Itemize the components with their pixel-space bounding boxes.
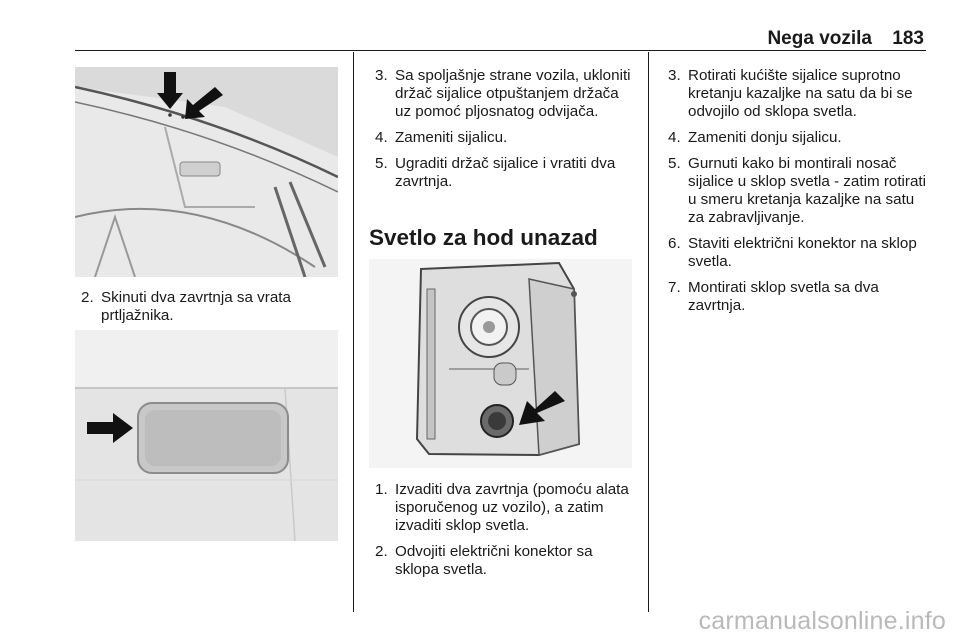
step-number: 4.: [668, 129, 681, 146]
list-item: [375, 129, 637, 147]
figure-reverse-light-assembly: [369, 259, 632, 468]
step-number: 5.: [668, 155, 681, 172]
step-text: Sa spoljašnje strane vozila, ukloniti držač sijalice otpuštanjem držača uz pomoć pljosnatog odvijača.: [395, 67, 631, 120]
step-text: Staviti električni konektor na sklop svetla.: [688, 235, 917, 270]
watermark: carmanualsonline.info: [698, 607, 946, 635]
section-title: Svetlo za hod unazad: [369, 225, 598, 250]
list-item: [375, 481, 637, 535]
figure-tailgate-interior: [75, 67, 338, 277]
step-number: 2.: [81, 289, 94, 306]
col2-steps-bottom: [375, 481, 637, 587]
list-item: [668, 279, 930, 315]
col2-steps-top: [375, 67, 637, 199]
step-number: 1.: [375, 481, 388, 498]
step-text: Skinuti dva zavrtnja sa vrata prtljažnika.: [101, 289, 291, 324]
step-text: Rotirati kućište sijalice suprotno kretanju kazaljke na satu da bi se odvojilo od sklopa svetla.: [688, 67, 913, 120]
figure-tailgate-handle: [75, 330, 338, 541]
page-number: 183: [892, 28, 924, 49]
column-divider-right: [648, 52, 649, 612]
header-rule: [75, 50, 926, 51]
step-number: 5.: [375, 155, 388, 172]
col1-steps: [81, 289, 341, 333]
column-divider-left: [353, 52, 354, 612]
list-item: [81, 289, 341, 325]
list-item: [375, 543, 637, 579]
step-text: Ugraditi držač sijalice i vratiti dva zavrtnja.: [395, 155, 616, 190]
list-item: [375, 67, 637, 121]
step-text: Montirati sklop svetla sa dva zavrtnja.: [688, 279, 879, 314]
step-text: Izvaditi dva zavrtnja (pomoću alata isporučenog uz vozilo), a zatim izvaditi sklop svetla.: [395, 481, 629, 534]
list-item: [668, 235, 930, 271]
step-text: Zameniti donju sijalicu.: [688, 129, 842, 146]
step-text: Odvojiti električni konektor sa sklopa svetla.: [395, 543, 593, 578]
list-item: [375, 155, 637, 191]
col3-steps: [668, 67, 930, 323]
list-item: [668, 67, 930, 121]
step-text: Zameniti sijalicu.: [395, 129, 508, 146]
step-number: 3.: [668, 67, 681, 84]
list-item: [668, 155, 930, 227]
step-text: Gurnuti kako bi montirali nosač sijalice u sklop svetla - zatim rotirati u smeru kretanja kazaljke na satu za zabravljivanje.: [688, 155, 927, 226]
step-number: 7.: [668, 279, 681, 296]
list-item: [668, 129, 930, 147]
step-number: 4.: [375, 129, 388, 146]
step-number: 2.: [375, 543, 388, 560]
page-header-title: Nega vozila: [767, 28, 872, 49]
step-number: 3.: [375, 67, 388, 84]
step-number: 6.: [668, 235, 681, 252]
